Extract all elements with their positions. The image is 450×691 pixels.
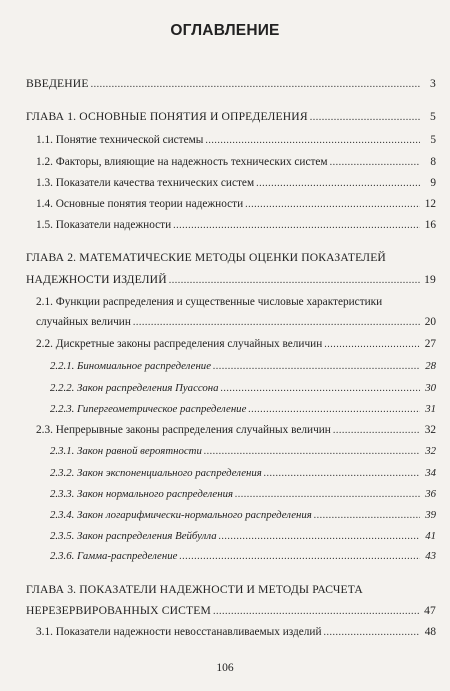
dot-leader [235, 488, 420, 502]
toc-page-number: 16 [424, 219, 436, 231]
toc-entry-text: 1.3. Показатели качества технических систем [36, 177, 255, 189]
toc-chapter-3-heading[interactable]: ГЛАВА 3. ПОКАЗАТЕЛИ НАДЕЖНОСТИ И МЕТОДЫ РАСЧЕТА [26, 583, 363, 596]
toc-entry-2-3[interactable] [36, 423, 436, 438]
toc-entry-1-3[interactable] [36, 176, 436, 191]
toc-entry-text: ГЛАВА 1. ОСНОВНЫЕ ПОНЯТИЯ И ОПРЕДЕЛЕНИЯ [26, 110, 308, 123]
toc-entry-text: 1.1. Понятие технической системы [36, 134, 204, 146]
dot-leader [213, 605, 420, 619]
dot-leader [133, 316, 420, 330]
toc-entry-2-2-1[interactable] [50, 359, 436, 374]
page-number: 106 [216, 662, 234, 674]
page-title: ОГЛАВЛЕНИЕ [170, 22, 280, 39]
toc-entry-2-2-3[interactable] [50, 402, 436, 417]
toc-entry-text: 2.3.1. Закон равной вероятности [50, 445, 202, 457]
toc-page-number: 31 [425, 403, 436, 415]
dot-leader [324, 338, 420, 352]
toc-entry-2-3-6[interactable] [50, 549, 436, 564]
dot-leader [213, 360, 420, 374]
dot-leader [248, 403, 420, 417]
toc-entry-text: ВВЕДЕНИЕ [26, 77, 89, 90]
dot-leader [221, 382, 420, 396]
toc-entry-text: 2.3.4. Закон логарифмически-нормального распределения [50, 509, 312, 521]
toc-page-number: 8 [430, 156, 436, 168]
toc-entry-text: НЕРЕЗЕРВИРОВАННЫХ СИСТЕМ [26, 604, 211, 617]
toc-entry-3-1[interactable] [36, 625, 436, 640]
toc-entry-2-1-heading[interactable]: 2.1. Функции распределения и существенные числовые характеристики [36, 296, 383, 308]
toc-entry-1-1[interactable] [36, 133, 436, 148]
toc-page-number: 3 [430, 77, 436, 90]
toc-entry-chapter-3[interactable] [26, 604, 436, 619]
toc-entry-2-3-1[interactable] [50, 444, 436, 459]
dot-leader [219, 530, 420, 544]
toc-entry-text: 2.2.2. Закон распределения Пуассона [50, 382, 219, 394]
toc-page-number: 27 [424, 338, 436, 350]
toc-entry-text: 3.1. Показатели надежности невосстанавливаемых изделий [36, 626, 322, 638]
dot-leader [310, 111, 420, 125]
toc-entry-text: 2.2. Дискретные законы распределения случайных величин [36, 338, 323, 350]
dot-leader [323, 626, 420, 640]
toc-entry-text: 2.3.5. Закон распределения Вейбулла [50, 530, 217, 542]
toc-page-number: 34 [425, 467, 436, 479]
toc-entry-chapter-2[interactable] [26, 273, 436, 288]
toc-entry-2-3-5[interactable] [50, 529, 436, 544]
toc-entry-2-2[interactable] [36, 337, 436, 352]
toc-page-number: 36 [425, 488, 436, 500]
toc-entry-2-3-4[interactable] [50, 508, 436, 523]
toc-entry-2-3-2[interactable] [50, 466, 436, 481]
toc-entry-text: 1.5. Показатели надежности [36, 219, 172, 231]
toc-page-number: 5 [430, 110, 436, 123]
dot-leader [91, 78, 420, 92]
toc-entry-2-1[interactable] [36, 315, 436, 330]
dot-leader [314, 509, 420, 523]
toc-entry-1-2[interactable] [36, 155, 436, 170]
dot-leader [169, 274, 420, 288]
dot-leader [205, 134, 420, 148]
dot-leader [264, 467, 420, 481]
toc-page-number: 43 [425, 550, 436, 562]
toc-entry-text: 2.3.3. Закон нормального распределения [50, 488, 233, 500]
toc-entry-2-2-2[interactable] [50, 381, 436, 396]
toc-entry-text: 2.2.1. Биномиальное распределение [50, 360, 211, 372]
toc-entry-chapter-1[interactable] [26, 110, 436, 125]
dot-leader [204, 445, 420, 459]
toc-entry-1-5[interactable] [36, 218, 436, 233]
dot-leader [179, 550, 420, 564]
toc-page-number: 30 [425, 382, 436, 394]
toc-page-number: 19 [424, 273, 436, 286]
toc-page-number: 12 [424, 198, 436, 210]
dot-leader [173, 219, 420, 233]
dot-leader [245, 198, 420, 212]
toc-page-number: 32 [424, 424, 436, 436]
toc-entry-text: 2.3.6. Гамма-распределение [50, 550, 178, 562]
toc-page-number: 9 [430, 177, 436, 189]
toc-entry-text: 2.2.3. Гипергеометрическое распределение [50, 403, 247, 415]
dot-leader [333, 424, 420, 438]
toc-page-number: 32 [425, 445, 436, 457]
toc-entry-2-3-3[interactable] [50, 487, 436, 502]
toc-page-number: 28 [425, 360, 436, 372]
dot-leader [330, 156, 420, 170]
toc-page-number: 47 [424, 604, 436, 617]
toc-page-number: 20 [424, 316, 436, 328]
toc-chapter-2-heading[interactable]: ГЛАВА 2. МАТЕМАТИЧЕСКИЕ МЕТОДЫ ОЦЕНКИ ПОКАЗАТЕЛЕЙ [26, 251, 386, 264]
toc-entry-intro[interactable] [26, 77, 436, 92]
toc-entry-text: 1.2. Факторы, влияющие на надежность технических систем [36, 156, 328, 168]
toc-entry-text: 2.3. Непрерывные законы распределения случайных величин [36, 424, 331, 436]
toc-entry-text: НАДЕЖНОСТИ ИЗДЕЛИЙ [26, 273, 167, 286]
toc-entry-text: 2.3.2. Закон экспоненциального распределения [50, 467, 262, 479]
dot-leader [256, 177, 420, 191]
toc-entry-text: 1.4. Основные понятия теории надежности [36, 198, 244, 210]
toc-page-number: 48 [424, 626, 436, 638]
toc-page-number: 41 [425, 530, 436, 542]
toc-entry-1-4[interactable] [36, 197, 436, 212]
toc-page-number: 5 [430, 134, 436, 146]
toc-entry-text: случайных величин [36, 316, 131, 328]
toc-page-number: 39 [425, 509, 436, 521]
